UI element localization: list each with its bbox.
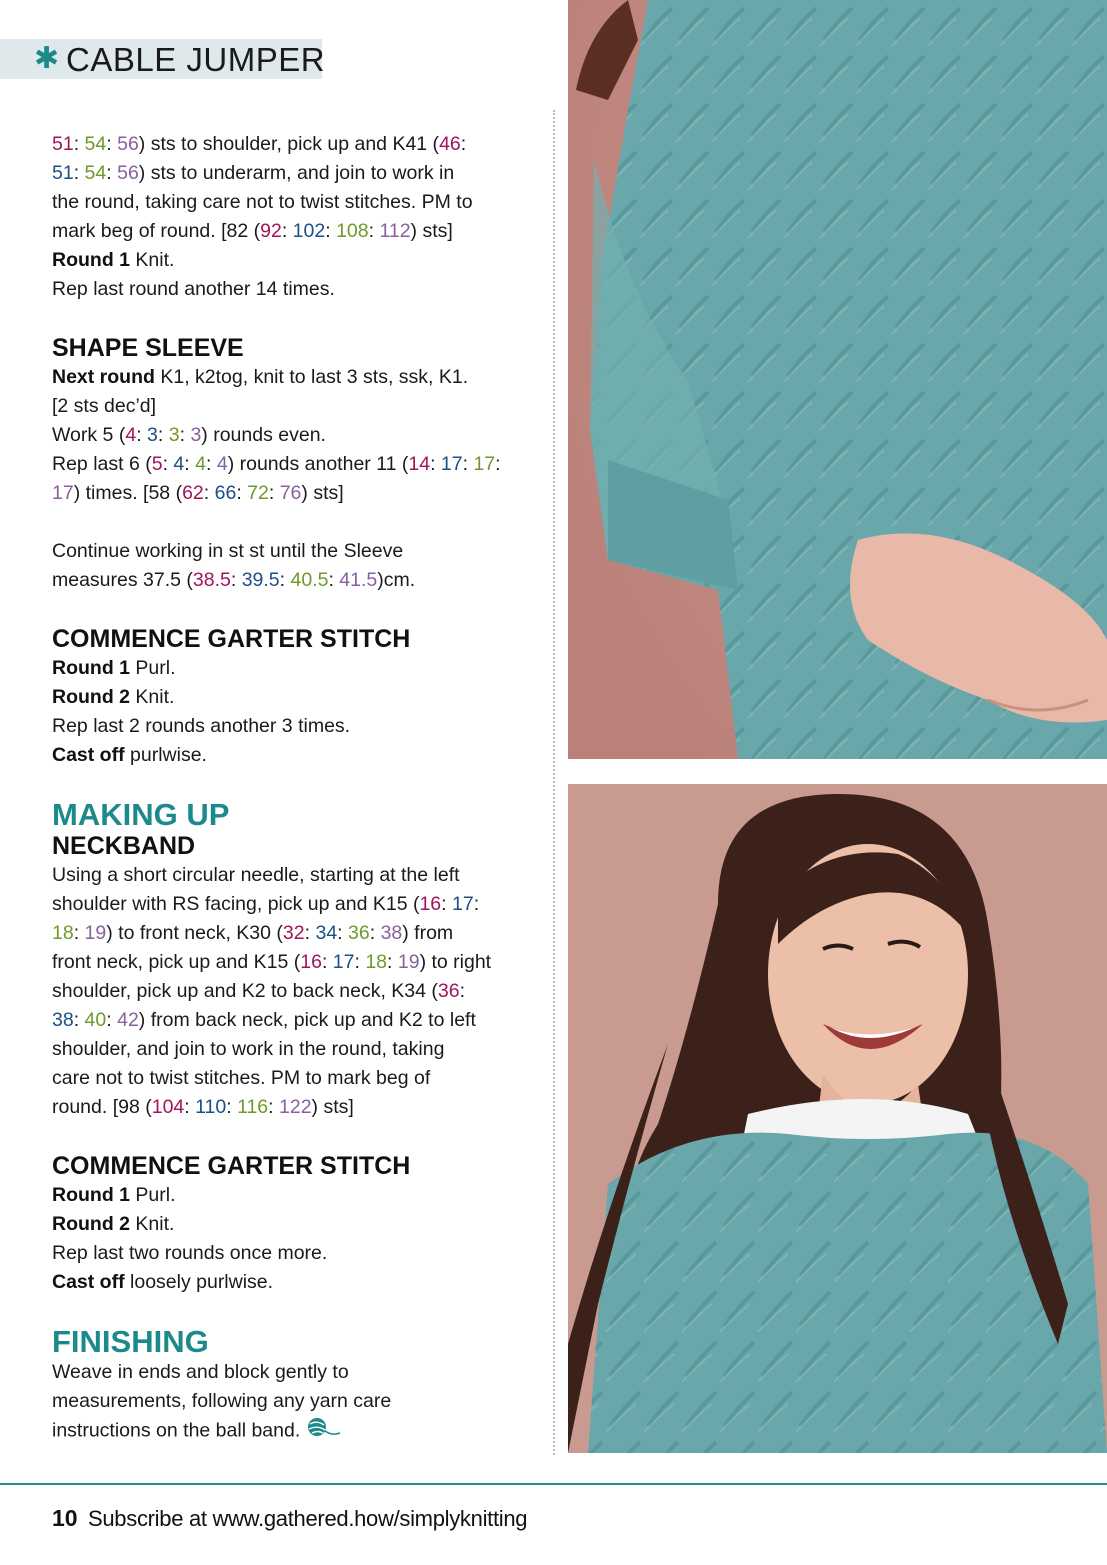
garter2-cast-off: Cast off loosely purlwise. — [52, 1271, 274, 1293]
garter1-round-1: Round 1 Purl. — [52, 657, 176, 679]
dec-note: [2 sts dec’d] — [52, 395, 157, 417]
finishing-heading: FINISHING — [52, 1324, 209, 1359]
work-even: Work 5 (4: 3: 3: 3) rounds even. — [52, 424, 326, 446]
garter-heading-2: COMMENCE GARTER STITCH — [52, 1152, 411, 1180]
intro-line-1: 51: 54: 56) sts to shoulder, pick up and K41 (46: — [52, 133, 467, 155]
rep-last-6: Rep last 6 (5: 4: 4: 4) rounds another 11 (14: 17: 17: — [52, 453, 501, 475]
yarn-ball-icon — [306, 1416, 342, 1447]
intro-rep: Rep last round another 14 times. — [52, 278, 335, 300]
making-up-heading: MAKING UP — [52, 797, 230, 832]
footer-subscribe-link[interactable]: Subscribe at www.gathered.how/simplyknitting — [88, 1506, 528, 1531]
footer-rule — [0, 1483, 1107, 1485]
garter2-round-2: Round 2 Knit. — [52, 1213, 175, 1235]
neckband-line-6: 38: 40: 42) from back neck, pick up and K2 to left — [52, 1009, 476, 1031]
sleeve-photo — [568, 0, 1107, 759]
continue-line: Continue working in st st until the Sleeve — [52, 540, 404, 562]
garter2-rep: Rep last two rounds once more. — [52, 1242, 328, 1264]
garter1-rep: Rep last 2 rounds another 3 times. — [52, 715, 351, 737]
neckband-heading: NECKBAND — [52, 832, 196, 860]
neckband-line-5: shoulder, pick up and K2 to back neck, K34 (36: — [52, 980, 466, 1002]
neckband-line-3: 18: 19) to front neck, K30 (32: 34: 36: 38) from — [52, 922, 454, 944]
page-title: CABLE JUMPER — [66, 41, 326, 78]
garter2-round-1: Round 1 Purl. — [52, 1184, 176, 1206]
pattern-column — [52, 130, 542, 1447]
neckband-line-8: care not to twist stitches. PM to mark beg of — [52, 1067, 431, 1089]
neckband-line-2: shoulder with RS facing, pick up and K15 (16: 17: — [52, 893, 480, 915]
intro-line-3: the round, taking care not to twist stitches. PM to — [52, 191, 473, 213]
portrait-photo — [568, 784, 1107, 1453]
garter-heading-1: COMMENCE GARTER STITCH — [52, 625, 411, 653]
finishing-line-2: measurements, following any yarn care — [52, 1390, 392, 1412]
intro-line-4: mark beg of round. [82 (92: 102: 108: 112) sts] — [52, 220, 453, 242]
shape-sleeve-heading: SHAPE SLEEVE — [52, 334, 244, 362]
neckband-line-4: front neck, pick up and K15 (16: 17: 18: 19) to right — [52, 951, 492, 973]
column-divider — [553, 110, 555, 1455]
measures-line: measures 37.5 (38.5: 39.5: 40.5: 41.5)cm. — [52, 569, 416, 591]
intro-round-1: Round 1 Knit. — [52, 249, 175, 271]
garter1-round-2: Round 2 Knit. — [52, 686, 175, 708]
neckband-line-7: shoulder, and join to work in the round, taking — [52, 1038, 445, 1060]
garter1-cast-off: Cast off purlwise. — [52, 744, 207, 766]
neckband-line-9: round. [98 (104: 110: 116: 122) sts] — [52, 1096, 354, 1118]
next-round: Next round K1, k2tog, knit to last 3 sts, ssk, K1. — [52, 366, 469, 388]
flower-icon: ✱ — [34, 42, 60, 75]
neckband-line-1: Using a short circular needle, starting at the left — [52, 864, 460, 886]
intro-line-2: 51: 54: 56) sts to underarm, and join to work in — [52, 162, 455, 184]
finishing-line-1: Weave in ends and block gently to — [52, 1361, 349, 1383]
page-number: 10 — [52, 1505, 78, 1531]
finishing-line-3: instructions on the ball band. — [52, 1416, 542, 1447]
rep-times: 17) times. [58 (62: 66: 72: 76) sts] — [52, 482, 344, 504]
